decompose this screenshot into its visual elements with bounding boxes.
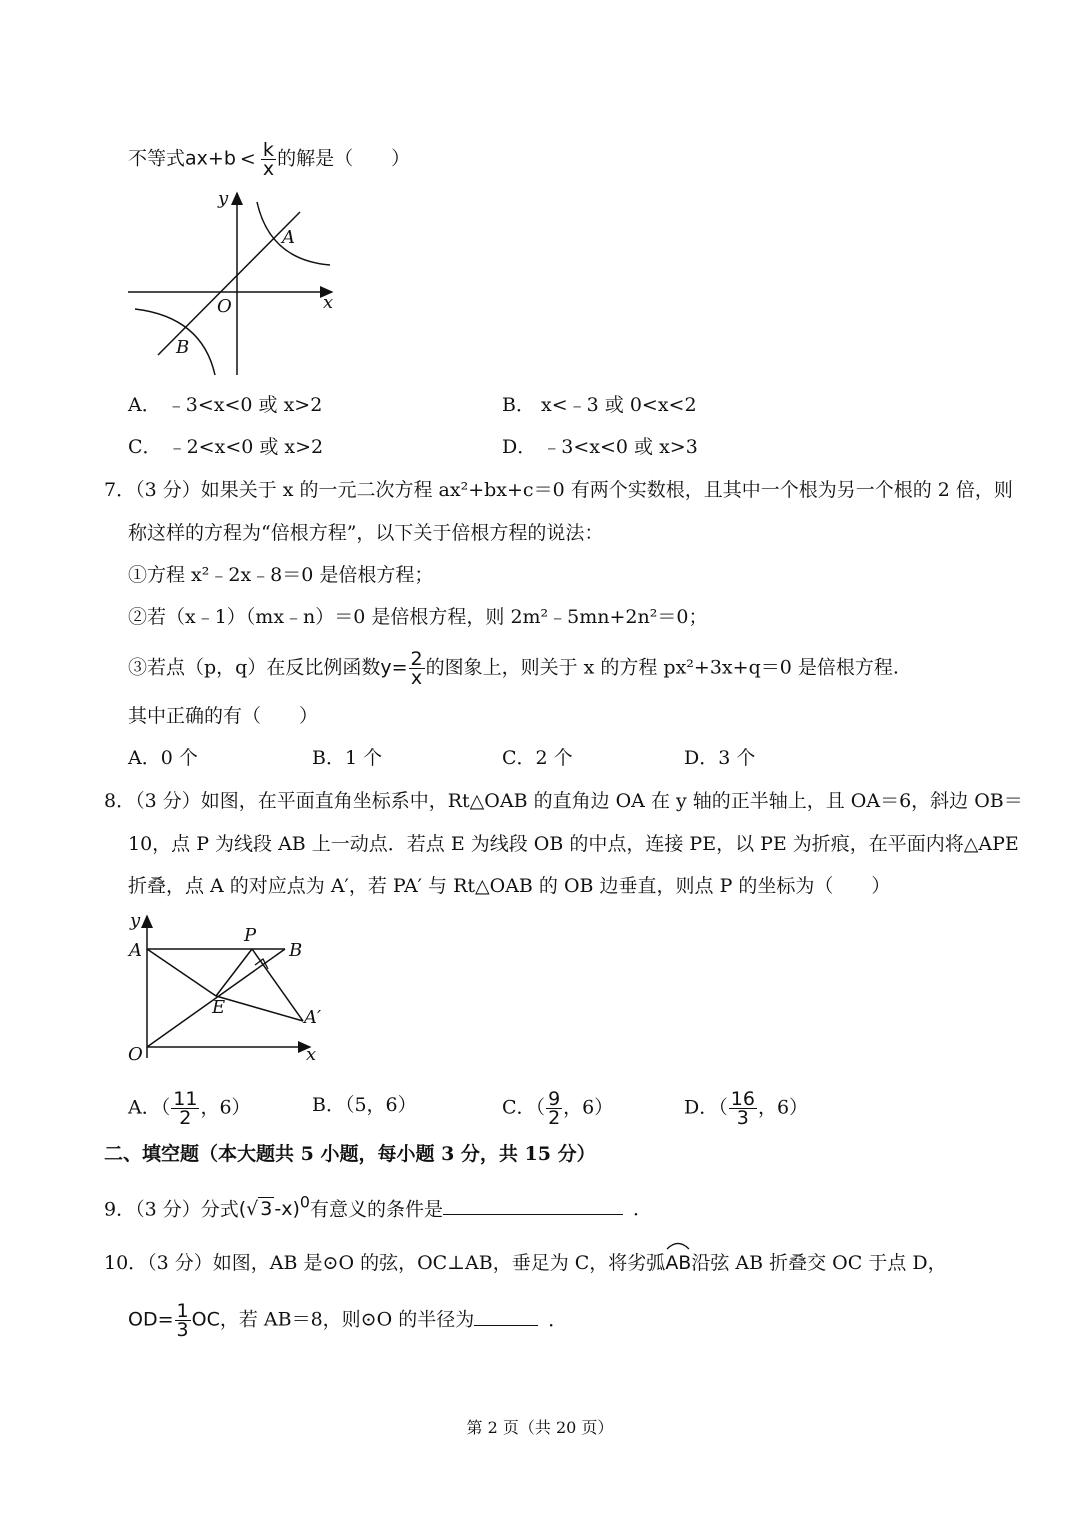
q8-label-y: y [130,910,141,931]
q8-option-b: B．（5，6） [312,1094,417,1116]
q8-option-d-label: D． [684,1096,719,1119]
q8-line3: 折叠，点 A 的对应点为 A′，若 PA′ 与 Rt△OAB 的 OB 边垂直，则点 P 的坐标为（ ） [128,875,891,897]
q8-option-a-den: 2 [179,1107,192,1129]
q10-arc-label: AB [665,1252,692,1274]
q10-line1 [104,1250,947,1276]
q10-line1-after: 沿弦 AB 折叠交 OC 于点 D， [691,1252,947,1274]
q7-option-d: D．3 个 [684,747,756,769]
q9-expression: (√ 3 -x)$^0$ [238,1193,310,1221]
q8-option-c-fraction [546,1090,562,1127]
q8-segment-ae [147,949,216,996]
q8-label-p: P [244,925,257,946]
q8-option-c-label: C． [502,1096,536,1119]
q6-label-x: x [323,292,334,313]
q9-line [104,1190,652,1222]
q8-option-d-tail: ，6） [757,1096,809,1119]
q7-item3-before: ③若点（p，q）在反比例函数 [128,656,381,679]
q9-close: ) [292,1198,300,1221]
q10-fraction [175,1302,191,1339]
q9-exponent: 0 [299,1193,310,1212]
q8-option-d-den: 3 [736,1107,749,1129]
page-footer: 第 2 页（共 20 页） [466,1418,614,1437]
q6-label-a: A [282,227,295,248]
q6-frac-den: x [262,158,275,180]
q6-option-c-text: ﹣2<x<0 或 x>2 [167,436,324,458]
q7-item3-y: y= [380,656,408,679]
q8-right-angle-mark [255,959,268,969]
q8-option-a-tail: ，6） [200,1096,251,1119]
q8-segment-pe [216,949,252,996]
q8-label-e: E [212,997,226,1018]
q8-label-x: x [306,1044,317,1065]
q7-item2: ②若（x﹣1）（mx﹣n）＝0 是倍根方程，则 2m²﹣5mn+2n²＝0； [128,606,708,628]
q10-answer-blank[interactable] [474,1305,538,1326]
q9-end: ． [632,1198,652,1221]
q8-option-a-label: A． [128,1096,161,1119]
q6-option-b [502,392,697,418]
q8-option-c-den: 2 [548,1107,561,1129]
q6-stem-after: 的解是（ ） [277,147,411,170]
q8-option-c-open: （ [535,1096,546,1119]
q6-graph [120,185,350,380]
q6-option-b-label: B． [502,394,535,416]
q6-expr-left: ax+b [185,147,236,170]
q6-stem [128,141,410,178]
q6-stem-before: 不等式 [128,147,186,170]
q6-option-a-label: A． [128,394,161,416]
q8-option-a-num: 11 [173,1088,198,1110]
q9-open: ( [238,1198,247,1221]
q6-label-o: O [217,296,232,317]
q6-label-y: y [218,188,229,209]
q10-line2-after: ，若 AB＝8，则⊙O 的半径为 [219,1308,475,1331]
q7-option-c: C．2 个 [502,747,573,769]
q8-option-c-tail: ，6） [563,1096,614,1119]
q7-question: 其中正确的有（ ） [128,705,319,727]
q7-option-a: A．0 个 [128,747,198,769]
q6-lt: < [239,147,256,170]
q8-segment-ea2 [216,996,303,1021]
q10-arc [665,1250,691,1276]
q10-end: ． [548,1308,568,1331]
q8-option-d-num: 16 [730,1088,755,1110]
q8-label-o: O [128,1044,143,1065]
q7-item3-num: 2 [410,648,423,670]
q7-item3 [128,650,899,687]
q7-line1: 7．（3 分）如果关于 x 的一元二次方程 ax²+bx+c＝0 有两个实数根，且其中一个根为另一个根的 2 倍，则 [104,479,1013,501]
q7-option-b: B．1 个 [312,747,383,769]
q7-item3-after: 的图象上，则关于 x 的方程 px²+3x+q＝0 是倍根方程. [425,656,899,679]
q9-root: 3 [260,1198,273,1221]
q10-line2 [128,1302,567,1339]
q6-frac-num: k [261,141,276,160]
q9-before: 9．（3 分）分式 [104,1198,239,1221]
q6-hyperbola-lower [135,309,215,375]
q6-option-b-text: x<﹣3 或 0<x<2 [541,394,697,416]
q8-option-c-num: 9 [548,1088,561,1110]
q6-fraction [261,141,276,178]
q8-option-a-fraction [171,1090,199,1127]
q10-num: 1 [176,1300,189,1322]
q8-option-d [684,1090,808,1127]
q6-option-a-text: ﹣3<x<0 或 x>2 [166,394,323,416]
q9-minus-x: -x [274,1198,293,1221]
q6-option-a [128,392,322,418]
q10-arc-mark [665,1238,691,1250]
q8-line2: 10，点 P 为线段 AB 上一动点．若点 E 为线段 OB 的中点，连接 PE，以 PE 为折痕，在平面内将△APE [128,833,1019,855]
q9-after: 有意义的条件是 [309,1198,443,1221]
q6-label-b: B [176,337,190,358]
q6-option-d-text: ﹣3<x<0 或 x>3 [542,436,698,458]
q8-label-b: B [289,940,303,961]
q8-option-d-open: （ [718,1096,728,1119]
q6-line [158,212,300,355]
q8-graph [120,908,340,1068]
q6-option-c-label: C． [128,436,162,458]
q7-item3-fraction [409,650,425,687]
section2-title: 二、填空题（本大题共 5 小题，每小题 3 分，共 15 分） [104,1143,596,1165]
q10-line1-before: 10．（3 分）如图，AB 是⊙O 的弦，OC⊥AB，垂足为 C，将劣弧 [104,1252,666,1274]
q10-oc: OC [191,1308,220,1331]
q7-line2: 称这样的方程为“倍根方程”，以下关于倍根方程的说法： [128,522,604,544]
q8-option-d-fraction [729,1090,757,1127]
q9-answer-blank[interactable] [443,1194,623,1215]
q7-item3-den: x [410,667,423,689]
q8-label-a-prime: A′ [304,1007,322,1028]
q6-option-c [128,434,323,460]
q8-option-a-open: （ [160,1096,171,1119]
q8-label-a: A [129,940,142,961]
q10-od: OD= [128,1308,174,1331]
q8-line1: 8．（3 分）如图，在平面直角坐标系中，Rt△OAB 的直角边 OA 在 y 轴的正半轴上，且 OA＝6，斜边 OB＝ [104,790,1023,812]
q8-option-c [502,1090,613,1127]
q7-item1: ①方程 x²﹣2x﹣8＝0 是倍根方程； [128,564,434,586]
q10-den: 3 [176,1319,189,1341]
q6-option-d [502,434,698,460]
q8-option-a [128,1090,251,1127]
q6-option-d-label: D． [502,436,537,458]
